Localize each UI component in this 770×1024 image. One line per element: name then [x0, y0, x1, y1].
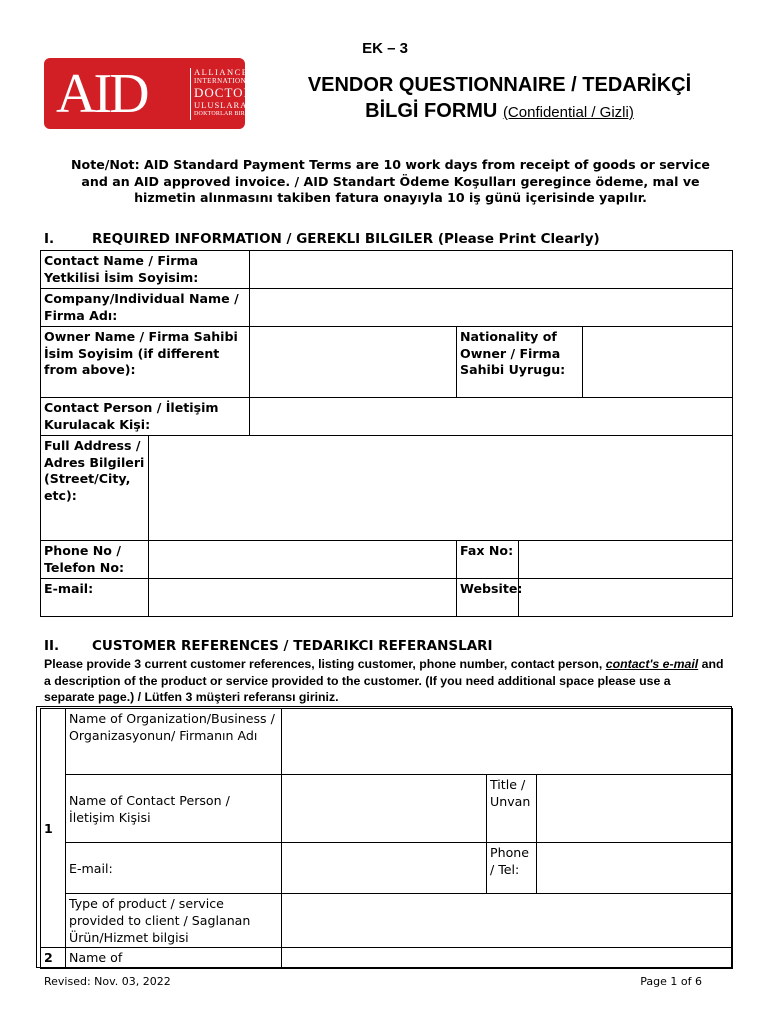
page-number: Page 1 of 6	[640, 975, 702, 988]
instructions-text: and a description of the product or service provided to the customer. (If you need additional space please use a separate page.) / Lütfen 3 müşteri referansı giriniz.	[44, 657, 724, 704]
revision-date: Revised: Nov. 03, 2022	[44, 975, 171, 988]
ref1-product-label: Type of product / service provided to client / Saglanan Ürün/Hizmet bilgisi	[66, 894, 282, 948]
fax-label: Fax No:	[457, 541, 519, 579]
phone-label: Phone No / Telefon No:	[41, 541, 149, 579]
owner-name-label: Owner Name / Firma Sahibi İsim Soyisim (if different from above):	[41, 327, 250, 398]
ref1-org-label: Name of Organization/Business / Organizasyonun/ Firmanın Adı	[66, 709, 282, 775]
logo-mark: AID	[56, 63, 147, 125]
company-name-label: Company/Individual Name / Firma Adı:	[41, 289, 250, 327]
ref1-email-field[interactable]	[282, 843, 487, 894]
ref1-org-field[interactable]	[282, 709, 733, 775]
ref1-contact-field[interactable]	[282, 775, 487, 843]
form-title-text: BİLGİ FORMU	[365, 100, 498, 122]
section2-title: CUSTOMER REFERENCES / TEDARIKCI REFERANSLARI	[92, 638, 493, 654]
email-label: E-mail:	[41, 579, 149, 617]
phone-field[interactable]	[149, 541, 457, 579]
ref1-phone-field[interactable]	[537, 843, 733, 894]
reference-1-number: 1	[41, 709, 66, 948]
contact-person-field[interactable]	[250, 398, 733, 436]
payment-terms-note: Note/Not: AID Standard Payment Terms are 10 work days from receipt of goods or service and an AID approved invoice. / AID Standart Ödeme Koşulları geregince ödeme, mal ve hizmetin alınmasını takiben fatura onayıyla 10 iş günü içerisinde yapılır.	[71, 157, 710, 205]
nationality-field[interactable]	[583, 327, 733, 398]
ref1-title-field[interactable]	[537, 775, 733, 843]
owner-name-field[interactable]	[250, 327, 457, 398]
ref2-org-field[interactable]	[282, 948, 733, 969]
ref1-product-field[interactable]	[282, 894, 733, 948]
form-title-line2	[262, 98, 737, 126]
aid-logo	[44, 58, 271, 129]
annex-label: EK – 3	[362, 40, 408, 57]
logo-line: ALLIANCE OF	[194, 67, 266, 77]
website-label: Website:	[457, 579, 519, 617]
ref1-email-label: E-mail:	[66, 843, 282, 894]
logo-divider	[190, 68, 191, 120]
logo-line: DOKTORLAR BIRLIGI	[194, 111, 258, 117]
contact-name-field[interactable]	[250, 251, 733, 289]
fax-field[interactable]	[519, 541, 733, 579]
instructions-emphasis: contact's e-mail	[605, 657, 699, 671]
reference-2-number: 2	[41, 948, 66, 969]
confidential-label: (Confidential / Gizli)	[502, 104, 634, 121]
section2-number: II.	[44, 638, 60, 654]
website-field[interactable]	[519, 579, 733, 617]
ref1-title-label: Title / Unvan	[487, 775, 537, 843]
vendor-info-table	[40, 250, 733, 617]
logo-line: DOCTORS	[194, 85, 262, 100]
instructions-text: Please provide 3 current customer references, listing customer, phone number, contact person,	[44, 657, 606, 671]
section1-title: REQUIRED INFORMATION / GEREKLI BILGILER (Please Print Clearly)	[92, 231, 600, 247]
ref1-phone-label: Phone / Tel:	[487, 843, 537, 894]
logo-line: INTERNATIONAL	[194, 77, 257, 85]
ref1-contact-label: Name of Contact Person / İletişim Kişisi	[66, 775, 282, 843]
customer-references-table	[40, 708, 733, 969]
address-label: Full Address / Adres Bilgileri (Street/City, etc):	[41, 436, 149, 541]
logo-line: ULUSLARARASI	[194, 100, 271, 110]
address-field[interactable]	[149, 436, 733, 541]
references-instructions	[44, 656, 724, 706]
section1-number: I.	[44, 231, 55, 247]
contact-person-label: Contact Person / İletişim Kurulacak Kişi:	[41, 398, 250, 436]
contact-name-label: Contact Name / Firma Yetkilisi İsim Soyisim:	[41, 251, 250, 289]
company-name-field[interactable]	[250, 289, 733, 327]
nationality-label: Nationality of Owner / Firma Sahibi Uyrugu:	[457, 327, 583, 398]
form-title-line1: VENDOR QUESTIONNAIRE / TEDARİKÇİ	[307, 74, 692, 96]
ref2-org-label: Name of	[66, 948, 282, 969]
email-field[interactable]	[149, 579, 457, 617]
